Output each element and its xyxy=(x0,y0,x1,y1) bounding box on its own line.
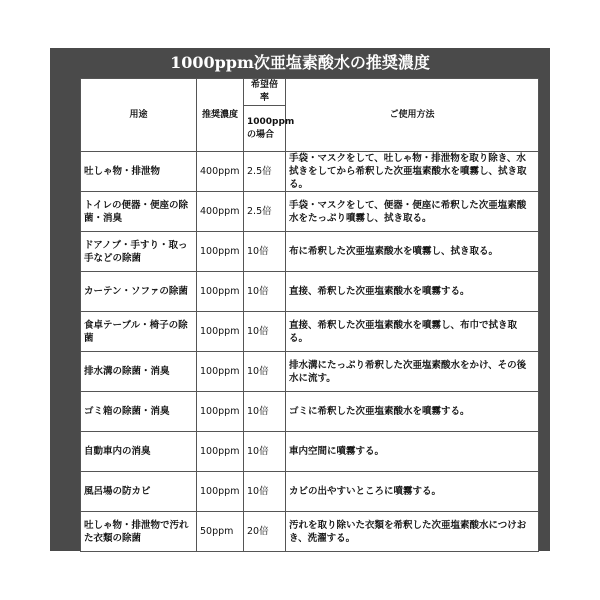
cell-use: 吐しゃ物・排泄物 xyxy=(81,152,197,192)
cell-concentration: 100ppm xyxy=(197,352,244,392)
cell-method: 汚れを取り除いた衣類を希釈した次亜塩素酸水につけおき、洗濯する。 xyxy=(286,512,539,552)
cell-method: 手袋・マスクをして、便器・便座に希釈した次亜塩素酸水をたっぷり噴霧し、拭き取る。 xyxy=(286,192,539,232)
cell-use: 風呂場の防カビ xyxy=(81,472,197,512)
cell-method: 車内空間に噴霧する。 xyxy=(286,432,539,472)
cell-concentration: 400ppm xyxy=(197,152,244,192)
cell-ratio: 2.5倍 xyxy=(244,192,286,232)
cell-method: ゴミに希釈した次亜塩素酸水を噴霧する。 xyxy=(286,392,539,432)
cell-concentration: 100ppm xyxy=(197,272,244,312)
cell-ratio: 10倍 xyxy=(244,312,286,352)
cell-ratio: 10倍 xyxy=(244,472,286,512)
table-row xyxy=(81,152,539,192)
table-row xyxy=(81,512,539,552)
cell-use: 食卓テーブル・椅子の除菌 xyxy=(81,312,197,352)
header-dilution-sub: 1000ppmの場合 xyxy=(244,106,286,152)
table-row xyxy=(81,312,539,352)
cell-use: 自動車内の消臭 xyxy=(81,432,197,472)
cell-use: ゴミ箱の除菌・消臭 xyxy=(81,392,197,432)
cell-ratio: 10倍 xyxy=(244,432,286,472)
header-dilution: 希望倍率 xyxy=(244,79,286,106)
cell-concentration: 100ppm xyxy=(197,312,244,352)
cell-concentration: 100ppm xyxy=(197,392,244,432)
table-row xyxy=(81,272,539,312)
header-method: ご使用方法 xyxy=(286,79,539,152)
cell-ratio: 10倍 xyxy=(244,272,286,312)
cell-concentration: 100ppm xyxy=(197,472,244,512)
cell-method: 手袋・マスクをして、吐しゃ物・排泄物を取り除き、水拭きをしてから希釈した次亜塩素酸水を噴霧し、拭き取る。 xyxy=(286,152,539,192)
cell-use: 排水溝の除菌・消臭 xyxy=(81,352,197,392)
cell-ratio: 20倍 xyxy=(244,512,286,552)
table-row xyxy=(81,192,539,232)
table-row xyxy=(81,352,539,392)
cell-use: 吐しゃ物・排泄物で汚れた衣類の除菌 xyxy=(81,512,197,552)
header-concentration: 推奨濃度 xyxy=(197,79,244,152)
cell-ratio: 10倍 xyxy=(244,392,286,432)
cell-concentration: 50ppm xyxy=(197,512,244,552)
table-frame xyxy=(50,48,550,551)
page-title: 1000ppm次亜塩素酸水の推奨濃度 xyxy=(170,53,430,72)
cell-ratio: 2.5倍 xyxy=(244,152,286,192)
cell-method: 排水溝にたっぷり希釈した次亜塩素酸水をかけ、その後水に流す。 xyxy=(286,352,539,392)
cell-concentration: 400ppm xyxy=(197,192,244,232)
cell-method: 直接、希釈した次亜塩素酸水を噴霧し、布巾で拭き取る。 xyxy=(286,312,539,352)
table-row xyxy=(81,472,539,512)
cell-ratio: 10倍 xyxy=(244,232,286,272)
table-row xyxy=(81,392,539,432)
cell-use: トイレの便器・便座の除菌・消臭 xyxy=(81,192,197,232)
table-row xyxy=(81,232,539,272)
table-header-row xyxy=(81,79,539,106)
cell-method: 布に希釈した次亜塩素酸水を噴霧し、拭き取る。 xyxy=(286,232,539,272)
dilution-table xyxy=(80,78,539,552)
cell-method: カビの出やすいところに噴霧する。 xyxy=(286,472,539,512)
cell-method: 直接、希釈した次亜塩素酸水を噴霧する。 xyxy=(286,272,539,312)
cell-use: カーテン・ソファの除菌 xyxy=(81,272,197,312)
header-use: 用途 xyxy=(81,79,197,152)
cell-concentration: 100ppm xyxy=(197,232,244,272)
cell-ratio: 10倍 xyxy=(244,352,286,392)
table-row xyxy=(81,432,539,472)
cell-concentration: 100ppm xyxy=(197,432,244,472)
cell-use: ドアノブ・手すり・取っ手などの除菌 xyxy=(81,232,197,272)
